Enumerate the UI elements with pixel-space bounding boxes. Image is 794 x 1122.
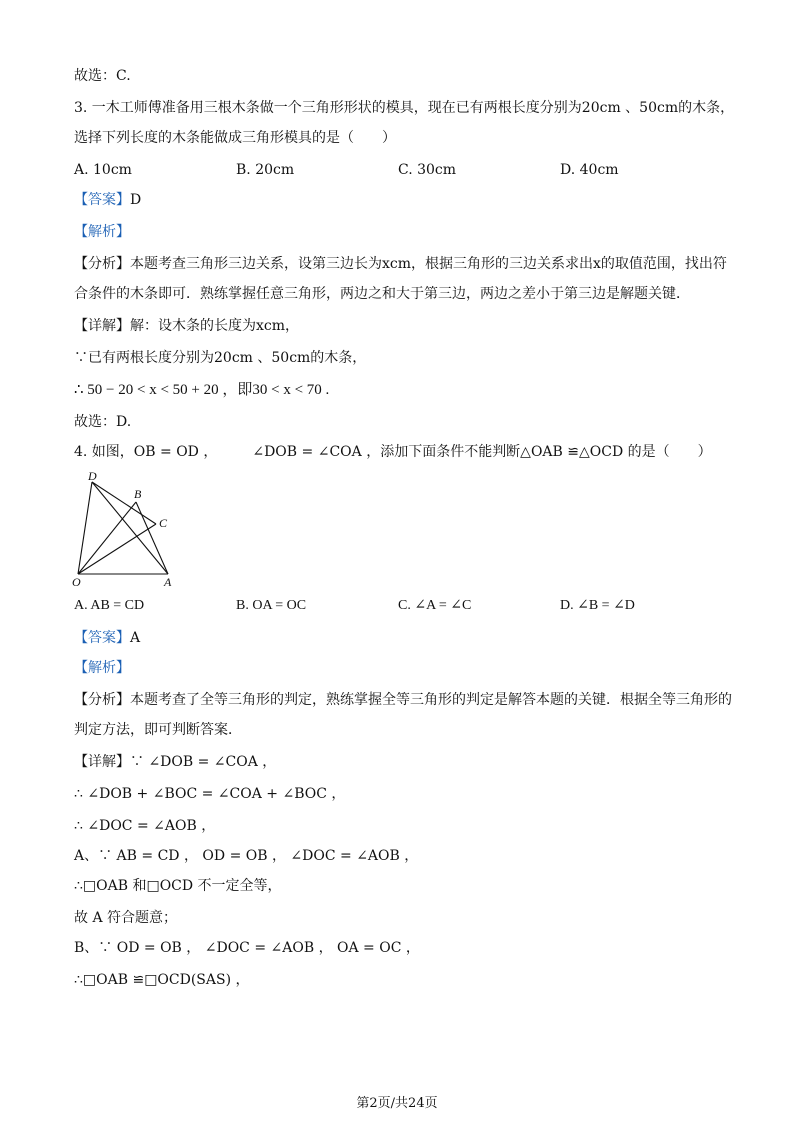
detail-tag: 【详解】 [74,318,130,334]
q4-detail-line4: A、∵ AB = CD ， OD = OB ， ∠DOC = ∠AOB ， [74,848,419,864]
segment-da [92,482,168,574]
label-a: A [164,575,172,588]
q4-analysis-line1 [74,690,732,710]
q4-detail-line1 [74,752,276,772]
answer-value: D [130,192,142,208]
q4-geometry-figure [70,470,190,588]
q4-detail-line8: ∴□OAB ≌□OCD(SAS) ， [74,972,250,988]
q3-select: 故选：D. [74,414,132,430]
q4-detail-line5: ∴□OAB 和□OCD 不一定全等， [74,878,282,894]
label-d: D [88,470,97,483]
detail-text: 解：设木条的长度为xcm， [130,318,300,334]
detail-tag: 【详解】 [74,754,130,770]
answer-select-prev: 故选：C. [74,68,131,84]
q3-option-b: B. 20cm [236,162,295,178]
q4-detail-line7: B、∵ OD = OB ， ∠DOC = ∠AOB ， OA = OC ， [74,940,420,956]
q4-stem: 4. 如图，OB = OD ， ∠DOB = ∠COA ，添加下面条件不能判断△OAB ≌△OCD 的是（ ） [74,444,712,460]
q3-detail-line2: ∵已有两根长度分别为20cm 、50cm的木条， [74,350,367,366]
q4-option-b: B. OA = OC [236,598,307,613]
answer-value: A [130,630,141,646]
answer-tag: 【答案】 [74,192,130,208]
q4-detail-line3: ∴ ∠DOC = ∠AOB ， [74,818,216,834]
q4-option-a: A. AB = CD [74,598,145,613]
segment-ba [136,502,168,574]
analysis-text: 本题考查三角形三边关系，设第三边长为xcm，根据三角形的三边关系求出x的取值范围，找出符 [130,256,727,272]
analysis-tag: 【分析】 [74,256,130,272]
q3-stem-line1: 3. 一木工师傅准备用三根木条做一个三角形形状的模具，现在已有两根长度分别为20cm 、50cm的木条， [74,100,735,116]
q4-analysis-line2: 判定方法，即可判断答案． [74,722,242,738]
segment-ob [78,502,136,574]
detail-text: ∵ ∠DOB = ∠COA ， [130,754,277,770]
q4-detail-line2: ∴ ∠DOB + ∠BOC = ∠COA + ∠BOC ， [74,786,346,802]
q3-detail-line3: ∴ 50 − 20 < x < 50 + 20 ，即30 < x < 70 . [74,382,330,398]
q3-answer [74,190,141,210]
q4-option-c: C. ∠A = ∠C [398,598,472,613]
q4-option-d: D. ∠B = ∠D [560,598,635,613]
segment-od [78,482,92,574]
q3-option-c: C. 30cm [398,162,457,178]
q3-analysis-line1 [74,254,727,274]
q3-option-a: A. 10cm [74,162,132,178]
analysis-text: 本题考查了全等三角形的判定，熟练掌握全等三角形的判定是解答本题的关键．根据全等三角形的 [130,692,732,708]
label-b: B [134,487,142,501]
q3-detail-line1 [74,316,299,336]
q4-answer [74,628,140,648]
answer-tag: 【答案】 [74,630,130,646]
q3-stem-line2: 选择下列长度的木条能做成三角形模具的是（ ） [74,130,396,146]
q3-analysis-line2: 合条件的木条即可．熟练掌握任意三角形，两边之和大于第三边，两边之差小于第三边是解题关键． [74,286,690,302]
q3-jiexi-tag: 【解析】 [74,224,130,240]
q4-detail-line6: 故 A 符合题意； [74,910,178,926]
page-footer: 第2页/共24页 [356,1096,438,1111]
q4-jiexi-tag: 【解析】 [74,660,130,676]
label-c: C [159,516,168,530]
q3-option-d: D. 40cm [560,162,619,178]
segment-oc [78,524,156,574]
label-o: O [72,575,81,588]
analysis-tag: 【分析】 [74,692,130,708]
